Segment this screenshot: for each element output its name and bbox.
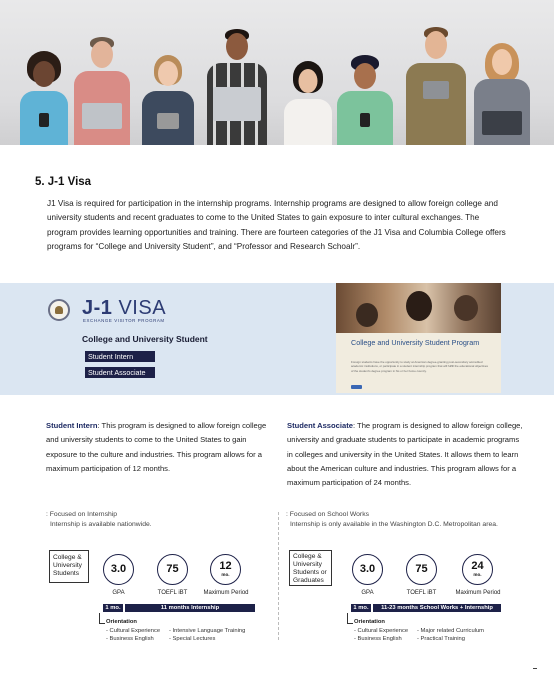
person-figure	[335, 21, 395, 145]
associate-orientation-list-1	[354, 628, 408, 643]
associate-availability: Internship is only available in the Washington D.C. Metropolitan area.	[290, 521, 498, 529]
intern-gpa-value: 3.0	[110, 563, 127, 575]
associate-orientation-label: Orientation	[354, 619, 385, 625]
logo-subtitle: EXCHANGE VISITOR PROGRAM	[83, 318, 165, 323]
intern-timeline-orientation: 1 mo.	[103, 604, 123, 612]
associate-gpa-value: 3.0	[359, 563, 376, 575]
list-item: - Cultural Experience	[354, 628, 409, 634]
person-figure	[405, 21, 467, 145]
intern-toefl-circle	[157, 554, 188, 585]
associate-toefl-value: 75	[415, 563, 428, 575]
associate-timeline	[351, 604, 501, 612]
intern-timeline-main: 11 months Internship	[125, 604, 255, 612]
intern-gpa-circle	[103, 554, 134, 585]
person-figure	[140, 21, 196, 145]
intern-timeline	[103, 604, 255, 612]
associate-timeline-main: 11-23 months School Works + Internship	[373, 604, 501, 612]
person-figure	[18, 21, 70, 145]
associate-gpa-circle	[352, 554, 383, 585]
person-figure	[283, 21, 333, 145]
associate-orientation-list-2	[417, 628, 484, 643]
intern-max-unit: mo.	[221, 572, 230, 577]
j1-visa-logo	[82, 297, 166, 320]
website-photo	[336, 283, 501, 333]
intern-max-value: 12	[219, 560, 232, 572]
page-marker	[533, 668, 537, 669]
associate-gpa-caption: GPA	[361, 590, 374, 596]
associate-timeline-orientation: 1 mo.	[351, 604, 371, 612]
intern-eligibility-box: College & University Students	[49, 550, 89, 583]
state-department-seal-icon	[48, 299, 70, 321]
list-item: - Special Lectures	[169, 635, 216, 642]
list-item: - Business English	[106, 635, 154, 642]
intern-orientation-list-1	[106, 628, 160, 643]
intern-gpa-caption: GPA	[112, 590, 125, 596]
person-figure	[205, 21, 269, 145]
associate-eligibility-box: College & University Students or Graduates	[289, 550, 332, 586]
list-item: - Cultural Experience	[106, 628, 161, 634]
intern-focus: : Focused on Internship	[46, 511, 118, 518]
list-item: - Business English	[354, 635, 402, 642]
person-figure	[72, 21, 132, 145]
intern-description	[46, 419, 271, 476]
intern-text: : This program is designed to allow foreign college and university students to come to the United States to gain exposure to the culture and industries. This program allows for a maximum participation of 12 months.	[46, 421, 267, 473]
website-title: College and University Student Program	[351, 338, 480, 347]
associate-focus-note	[286, 510, 498, 531]
associate-max-unit: mo.	[473, 572, 482, 577]
hero-photo	[0, 0, 554, 145]
intern-orientation-list-2	[169, 628, 245, 643]
intern-availability: Internship is available nationwide.	[50, 521, 152, 529]
person-figure	[470, 21, 534, 145]
column-divider	[278, 512, 279, 640]
intern-toefl-value: 75	[166, 563, 179, 575]
associate-max-value: 24	[471, 560, 484, 572]
logo-visa: VISA	[118, 297, 167, 319]
logo-j1: J-1	[82, 297, 113, 319]
associate-toefl-circle	[406, 554, 437, 585]
tag-student-intern: Student Intern	[85, 351, 155, 362]
tag-student-associate: Student Associate	[85, 367, 155, 378]
associate-focus: : Focused on School Works	[286, 511, 369, 518]
list-item: - Major related Curriculum	[417, 628, 485, 634]
intern-max-period-circle	[210, 554, 241, 585]
intern-bracket	[99, 613, 105, 624]
intern-max-caption: Maximum Period	[203, 590, 249, 596]
intern-orientation-label: Orientation	[106, 619, 137, 625]
associate-bracket	[347, 613, 353, 624]
associate-description	[287, 419, 523, 490]
intern-label: Student Intern	[46, 421, 98, 430]
associate-max-period-circle	[462, 554, 493, 585]
list-item: - Practical Training	[417, 635, 466, 642]
associate-toefl-caption: TOEFL iBT	[406, 590, 437, 596]
associate-label: Student Associate	[287, 421, 353, 430]
associate-text: : The program is designed to allow foreign college, university and graduate students to participate in academic programs in colleges and university in the United States. It allows them to learn about the American culture and industries. This program allows for a maximum participation of 24 months.	[287, 421, 523, 488]
website-button	[351, 385, 362, 389]
list-item: - Intensive Language Training	[169, 628, 246, 634]
website-body: Foreign students have the opportunity to study at American degree-granting post-secondary accredited academic institutions, or participate in a student internship program that will fulfill the educational objectives of the student's degree program in his or her home country.	[351, 360, 488, 373]
intern-focus-note	[46, 510, 152, 531]
associate-max-caption: Maximum Period	[455, 590, 501, 596]
website-preview	[336, 283, 501, 393]
banner-heading: College and University Student	[82, 334, 208, 344]
section-title: 5. J-1 Visa	[35, 176, 92, 188]
intern-toefl-caption: TOEFL iBT	[157, 590, 188, 596]
intro-paragraph: J1 Visa is required for participation in the internship programs. Internship programs are designed to allow foreign college and university students and recent graduates to come to the United States to gain exposure to inter cultural exchanges. The program provides learning opportunities and training. There are fourteen categories of the J1 Visa and Columbia College offers programs for “College and University Student”, and “Professor and Research Schoalr”.	[47, 199, 506, 251]
